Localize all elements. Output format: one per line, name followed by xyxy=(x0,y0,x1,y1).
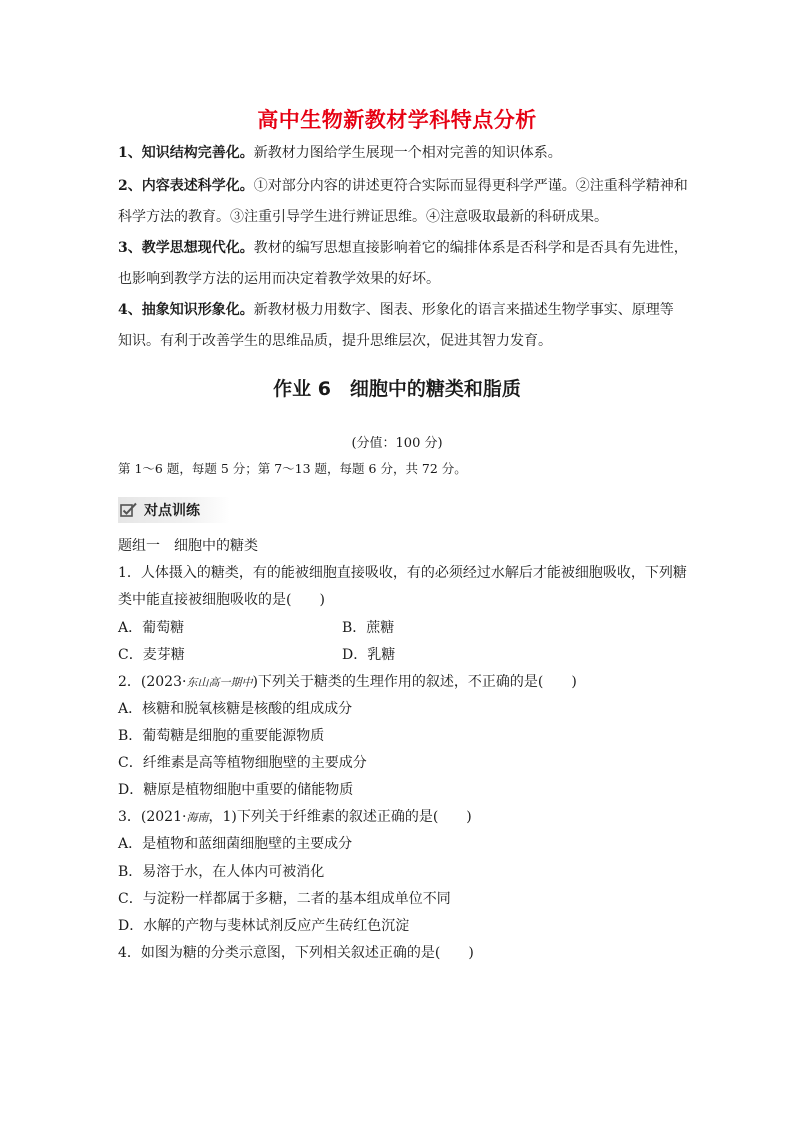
q3-suffix: ，1)下列关于纤维素的叙述正确的是( ) xyxy=(208,809,472,825)
intro-point-lead: 3、教学思想现代化。 xyxy=(118,240,254,256)
intro-point-text: 知识。有利于改善学生的思维品质，提升思维层次，促进其智力发育。 xyxy=(118,333,552,349)
q1-option-d: D．乳糖 xyxy=(342,647,396,663)
q1-option-a: A．葡萄糖 xyxy=(118,620,185,636)
q2-option-d: D．糖原是植物细胞中重要的储能物质 xyxy=(118,782,354,798)
intro-point-text: 教材的编写思想直接影响着它的编排体系是否科学和是否具有先进性， xyxy=(253,240,688,256)
q3-prefix: 3．(2021· xyxy=(118,809,187,825)
intro-point-text: 科学方法的教育。③注重引导学生进行辨证思维。④注意吸取最新的科研成果。 xyxy=(118,209,608,225)
score-total: (分值：100 分) xyxy=(351,436,443,451)
q2-option-a: A．核糖和脱氧核糖是核酸的组成成分 xyxy=(118,701,353,717)
q2-option-b: B．葡萄糖是细胞的重要能源物质 xyxy=(118,728,325,744)
page-title: 高中生物新教材学科特点分析 xyxy=(257,108,537,132)
q2-suffix: )下列关于糖类的生理作用的叙述，不正确的是( ) xyxy=(252,674,577,690)
q1-option-b: B．蔗糖 xyxy=(342,620,395,636)
q3-source: 海南 xyxy=(186,811,209,824)
intro-point-text: 新教材极力用数字、图表、形象化的语言来描述生物学事实、原理等 xyxy=(253,302,674,318)
q3-option-c: C．与淀粉一样都属于多糖，二者的基本组成单位不同 xyxy=(118,891,451,907)
section-heading xyxy=(118,497,230,523)
intro-point-2 xyxy=(118,171,688,233)
q2-source: 东山高一期中 xyxy=(186,676,253,689)
q2-stem xyxy=(118,671,577,691)
q4-stem: 4．如图为糖的分类示意图，下列相关叙述正确的是( ) xyxy=(118,945,474,961)
q3-option-b: B．易溶于水，在人体内可被消化 xyxy=(118,864,325,880)
q2-prefix: 2．(2023· xyxy=(118,674,187,690)
scoring-rule: 第 1～6 题，每题 5 分；第 7～13 题，每题 6 分，共 72 分。 xyxy=(118,461,467,476)
intro-point-4 xyxy=(118,295,688,357)
q2-option-c: C．纤维素是高等植物细胞壁的主要成分 xyxy=(118,755,367,771)
section-label: 对点训练 xyxy=(144,503,200,519)
intro-point-text: 也影响到教学方法的运用而决定着教学效果的好坏。 xyxy=(118,271,440,287)
homework-title: 作业 6 细胞中的糖类和脂质 xyxy=(273,378,521,400)
q3-option-d: D．水解的产物与斐林试剂反应产生砖红色沉淀 xyxy=(118,918,410,934)
q3-option-a: A．是植物和蓝细菌细胞壁的主要成分 xyxy=(118,836,353,852)
intro-point-text: ①对部分内容的讲述更符合实际而显得更科学严谨。②注重科学精神和 xyxy=(253,178,688,194)
q3-stem xyxy=(118,806,472,826)
q1-option-c: C．麦芽糖 xyxy=(118,647,185,663)
intro-point-lead: 4、抽象知识形象化。 xyxy=(118,302,254,318)
checkbox-icon xyxy=(120,502,138,518)
intro-point-1 xyxy=(118,138,688,169)
intro-point-text: 新教材力图给学生展现一个相对完善的知识体系。 xyxy=(253,145,562,161)
q1-stem-line: 类中能直接被细胞吸收的是( ) xyxy=(118,592,325,608)
q1-stem-line: 1．人体摄入的糖类，有的能被细胞直接吸收，有的必须经过水解后才能被细胞吸收，下列糖 xyxy=(118,565,687,581)
intro-point-lead: 2、内容表述科学化。 xyxy=(118,178,254,194)
question-group-title: 题组一 细胞中的糖类 xyxy=(118,538,258,554)
intro-point-lead: 1、知识结构完善化。 xyxy=(118,145,254,161)
intro-point-3 xyxy=(118,233,688,295)
